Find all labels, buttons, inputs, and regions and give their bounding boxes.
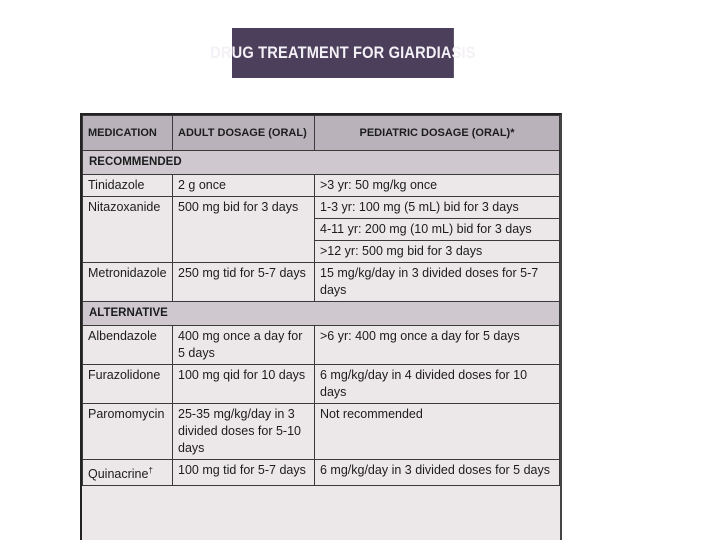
drug-name: Albendazole — [83, 326, 173, 365]
pediatric-dosage: 15 mg/kg/day in 3 divided doses for 5-7 days — [315, 263, 560, 302]
adult-dosage: 100 mg qid for 10 days — [173, 365, 315, 404]
table-row — [83, 263, 560, 302]
table-row — [83, 404, 560, 460]
pediatric-dosage: >6 yr: 400 mg once a day for 5 days — [315, 326, 560, 365]
drug-treatment-table — [82, 115, 560, 486]
adult-dosage: 250 mg tid for 5-7 days — [173, 263, 315, 302]
pediatric-dosage: >12 yr: 500 mg bid for 3 days — [315, 241, 560, 263]
page-title — [210, 28, 476, 78]
drug-name-text: Quinacrine — [88, 467, 149, 482]
pediatric-dosage: Not recommended — [315, 404, 560, 460]
header-pediatric-dosage: PEDIATRIC DOSAGE (ORAL)* — [315, 116, 560, 151]
pediatric-dosage: 1-3 yr: 100 mg (5 mL) bid for 3 days — [315, 197, 560, 219]
drug-name — [83, 460, 173, 486]
title-text: DRUG TREATMENT FOR GIARDIASIS — [210, 43, 476, 62]
table-header-row — [83, 116, 560, 151]
adult-dosage: 2 g once — [173, 175, 315, 197]
adult-dosage: 25-35 mg/kg/day in 3 divided doses for 5-10 days — [173, 404, 315, 460]
footnote-mark: † — [148, 466, 153, 475]
table-row — [83, 175, 560, 197]
table-row — [83, 326, 560, 365]
section-row-alternative — [83, 302, 560, 326]
pediatric-dosage: 6 mg/kg/day in 3 divided doses for 5 days — [315, 460, 560, 486]
header-adult-dosage: ADULT DOSAGE (ORAL) — [173, 116, 315, 151]
table-row — [83, 197, 560, 219]
adult-dosage: 400 mg once a day for 5 days — [173, 326, 315, 365]
pediatric-dosage: 4-11 yr: 200 mg (10 mL) bid for 3 days — [315, 219, 560, 241]
header-medication: MEDICATION — [83, 116, 173, 151]
adult-dosage: 500 mg bid for 3 days — [173, 197, 315, 263]
table-row — [83, 460, 560, 486]
drug-table-container — [80, 113, 562, 540]
drug-name: Paromomycin — [83, 404, 173, 460]
pediatric-dosage: 6 mg/kg/day in 4 divided doses for 10 days — [315, 365, 560, 404]
section-label-recommended: RECOMMENDED — [83, 151, 560, 175]
drug-name: Metronidazole — [83, 263, 173, 302]
drug-name: Tinidazole — [83, 175, 173, 197]
pediatric-dosage: >3 yr: 50 mg/kg once — [315, 175, 560, 197]
section-label-alternative: ALTERNATIVE — [83, 302, 560, 326]
table-row — [83, 365, 560, 404]
adult-dosage: 100 mg tid for 5-7 days — [173, 460, 315, 486]
section-row-recommended — [83, 151, 560, 175]
drug-name: Furazolidone — [83, 365, 173, 404]
drug-name: Nitazoxanide — [83, 197, 173, 263]
